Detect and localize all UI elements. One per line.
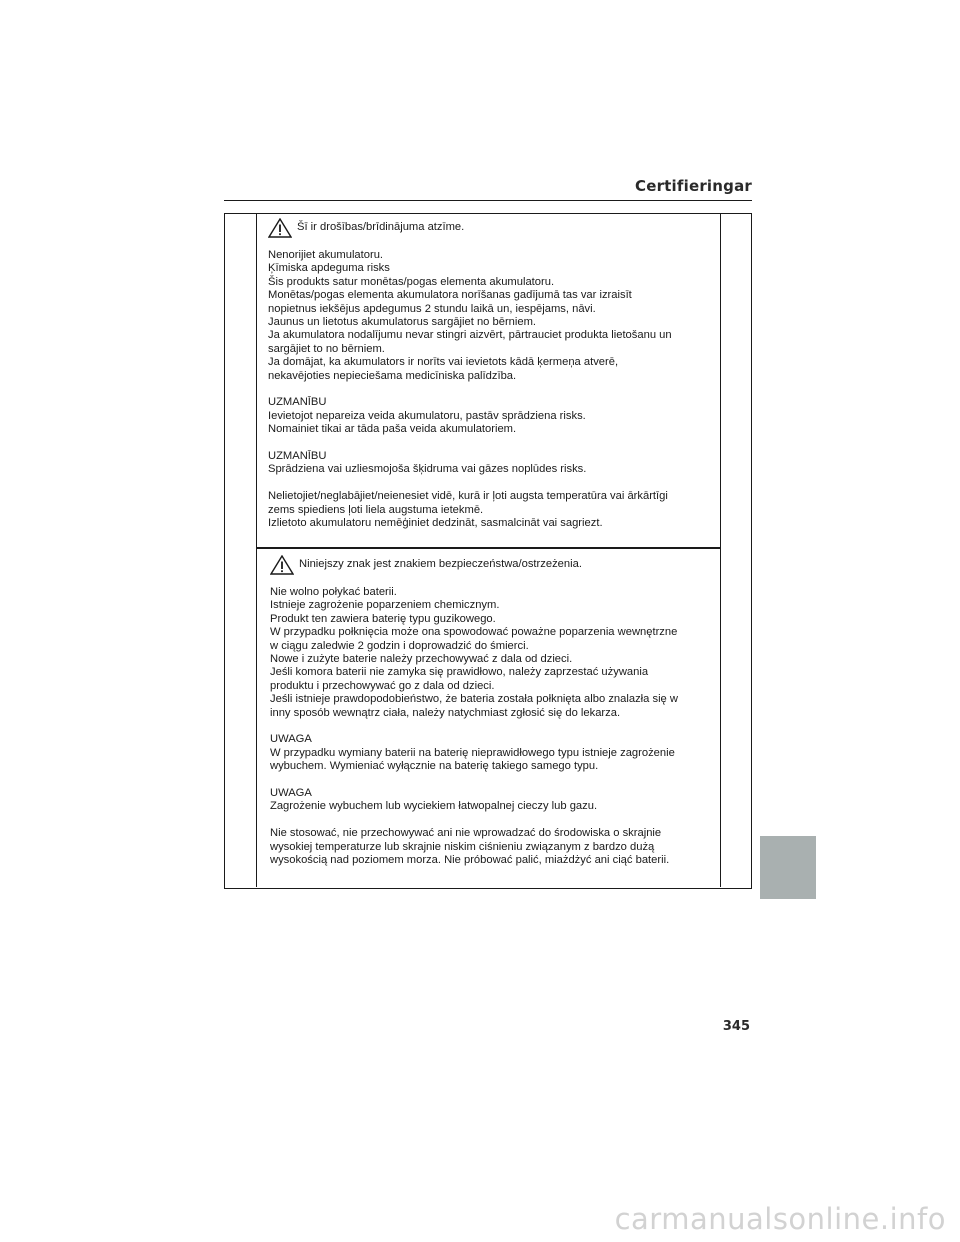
text-line: Monētas/pogas elementa akumulatora norīšanas gadījumā tas var izraisīt	[268, 289, 632, 302]
text-line: Produkt ten zawiera baterię typu guzikowego.	[270, 612, 496, 625]
latvian-warning-block	[257, 214, 720, 549]
latvian-paragraphs	[268, 249, 712, 530]
text-line: Nowe i zużyte baterie należy przechowywać z dala od dzieci.	[270, 653, 573, 666]
title-rule	[224, 200, 752, 201]
paragraph	[268, 490, 712, 530]
text-line: Ja akumulatora nodalījumu nevar stingri aizvērt, pārtrauciet produkta lietošanu un	[268, 329, 672, 342]
text-line: UWAGA	[270, 787, 312, 800]
text-line: Jeśli komora baterii nie zamyka się prawidłowo, należy zaprzestać używania	[270, 666, 649, 679]
text-line: nopietnus iekšējus apdegumus 2 stundu laikā un, iespējams, nāvi.	[268, 302, 596, 315]
text-line: nekavējoties nepieciešama medicīniska palīdzība.	[268, 369, 517, 382]
text-line: Zagrożenie wybuchem lub wyciekiem łatwopalnej cieczy lub gazu.	[270, 800, 598, 813]
text-line: wybuchem. Wymieniać wyłącznie na baterię takiego samego typu.	[270, 760, 599, 773]
paragraph	[270, 733, 712, 773]
polish-warning-symbol-text: Niniejszy znak jest znakiem bezpieczeństwa/ostrzeżenia.	[299, 558, 582, 571]
text-line: Nie stosować, nie przechowywać ani nie wprowadzać do środowiska o skrajnie	[270, 827, 662, 840]
text-line: Sprādziena vai uzliesmojoša šķidruma vai gāzes noplūdes risks.	[268, 463, 587, 476]
text-line: Istnieje zagrożenie poparzeniem chemicznym.	[270, 599, 500, 612]
page-number: 345	[722, 1019, 750, 1034]
paragraph	[268, 249, 712, 383]
section-title: Certifieringar	[634, 177, 752, 195]
text-line: w ciągu zaledwie 2 godzin i doprowadzić do śmierci.	[270, 639, 529, 652]
text-line: wysokiej temperaturze lub skrajnie niskim ciśnieniu związanym z bardzo dużą	[270, 840, 655, 853]
text-line: Jeśli istnieje prawdopodobieństwo, że bateria została połknięta albo znalazła się w	[270, 693, 678, 706]
text-line: produktu i przechowywać go z dala od dzieci.	[270, 679, 495, 692]
text-line: Nomainiet tikai ar tāda paša veida akumulatoriem.	[268, 423, 517, 436]
text-line: Ja domājat, ka akumulators ir norīts vai ievietots kādā ķermeņa atverē,	[268, 356, 619, 369]
latvian-warning-symbol-text: Šī ir drošības/brīdinājuma atzīme.	[297, 221, 465, 234]
text-line: Nie wolno połykać baterii.	[270, 586, 397, 598]
text-line: UZMANĪBU	[268, 450, 327, 463]
text-line: Nelietojiet/neglabājiet/neienesiet vidē, kurā ir ļoti augsta temperatūra vai ārkārtīgi	[268, 490, 668, 503]
text-line: zems spiediens ļoti liela augstuma ietekmē.	[268, 503, 484, 516]
paragraph	[268, 396, 712, 436]
text-line: Jaunus un lietotus akumulatorus sargājiet no bērniem.	[268, 316, 537, 329]
warning-triangle-icon	[270, 555, 294, 575]
text-line: UZMANĪBU	[268, 396, 327, 409]
text-line: wysokością nad poziomem morza. Nie próbować palić, miażdżyć ani ciąć baterii.	[270, 854, 670, 867]
polish-warning-block	[257, 551, 720, 887]
warning-triangle-icon	[268, 218, 292, 238]
text-line: Ievietojot nepareiza veida akumulatoru, pastāv sprādziena risks.	[268, 409, 586, 422]
text-line: Izlietoto akumulatoru nemēģiniet dedzināt, sasmalcināt vai sagriezt.	[268, 517, 603, 530]
paragraph	[268, 450, 712, 477]
thumb-index-tab	[760, 836, 816, 899]
text-line: sargājiet to no bērniem.	[268, 342, 385, 355]
polish-paragraphs	[270, 586, 712, 867]
polish-warning-header	[270, 553, 712, 577]
text-line: Ķīmiska apdeguma risks	[268, 262, 390, 275]
watermark: carmanualsonline.info	[614, 1202, 946, 1236]
text-line: inny sposób wewnątrz ciała, należy natychmiast zgłosić się do lekarza.	[270, 706, 621, 719]
paragraph	[270, 827, 712, 867]
paragraph	[270, 586, 712, 720]
latvian-warning-header	[268, 216, 712, 240]
text-line: W przypadku połknięcia może ona spowodować poważne poparzenia wewnętrzne	[270, 626, 678, 639]
text-line: Šis produkts satur monētas/pogas elementa akumulatoru.	[268, 275, 555, 288]
text-line: UWAGA	[270, 733, 312, 746]
text-line: Nenorijiet akumulatoru.	[268, 249, 384, 261]
text-line: W przypadku wymiany baterii na baterię nieprawidłowego typu istnieje zagrożenie	[270, 746, 675, 759]
paragraph	[270, 787, 712, 814]
